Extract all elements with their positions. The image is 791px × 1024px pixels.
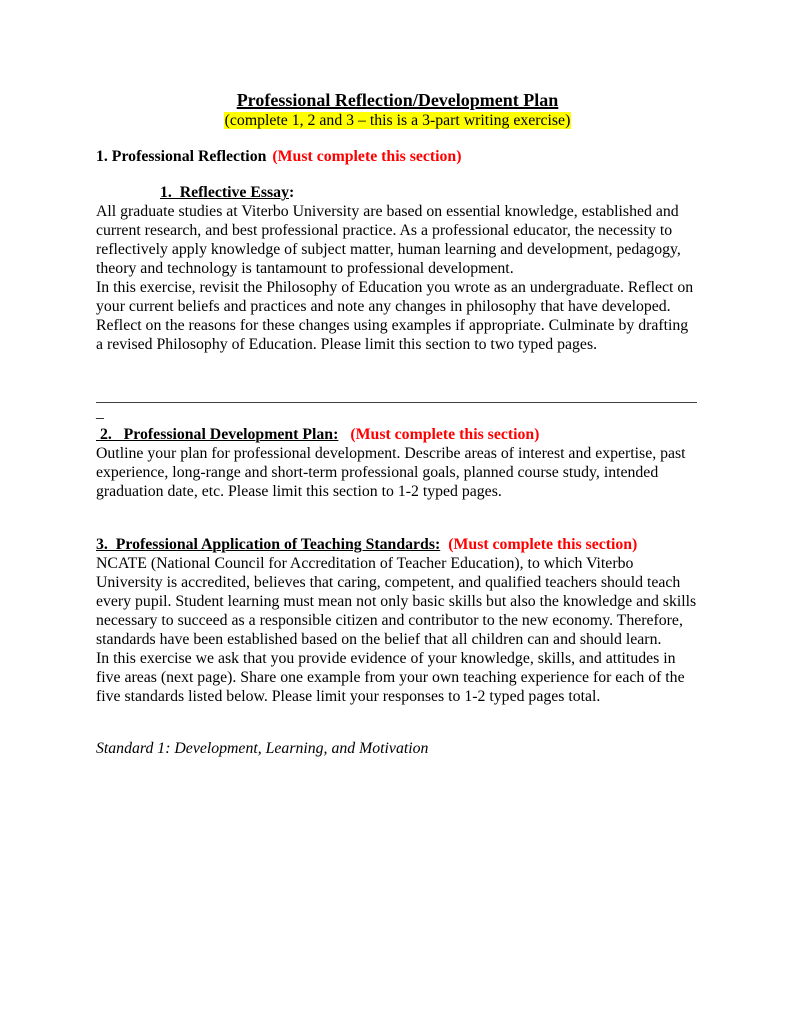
page-title-text: Professional Reflection/Development Plan [236, 90, 559, 110]
page-title [96, 90, 699, 111]
body-paragraph: All graduate studies at Viterbo University are based on essential knowledge, established and current research, and best professional practice. As a professional educator, the necessity to reflectively apply knowledge of subject matter, human learning and development, pedagogy, theory and technology is tantamount to professional development. [96, 203, 681, 277]
body-paragraph: In this exercise, revisit the Philosophy of Education you wrote as an undergraduate. Reflect on your current beliefs and practices and note any changes in philosophy that have developed. Reflect on the reasons for these changes using examples if appropriate. Culminate by drafting a revised Philosophy of Education. Please limit this section to two typed pages. [96, 279, 694, 353]
standard-1-line: Standard 1: Development, Learning, and Motivation [96, 740, 429, 757]
reflective-essay-subheading-text: 1. Reflective Essay [160, 184, 289, 201]
body-paragraph: In this exercise we ask that you provide evidence of your knowledge, skills, and attitudes in five areas (next page). Share one example from your own teaching experience for each of the five standards listed below. Please limit your responses to 1-2 typed pages total. [96, 650, 685, 705]
subtitle [96, 111, 699, 130]
section-1-heading-text: 1. Professional Reflection [96, 148, 267, 165]
section-1-heading [96, 147, 699, 166]
underscore-mark: _ [96, 404, 104, 421]
section-3-must-note: (Must complete this section) [448, 536, 638, 553]
section-2-must-note: (Must complete this section) [350, 426, 540, 443]
section-3-heading-text: 3. Professional Application of Teaching Standards: [96, 536, 441, 553]
section-3-heading [96, 535, 699, 554]
subtitle-highlight: (complete 1, 2 and 3 – this is a 3-part writing exercise) [224, 112, 571, 129]
reflective-essay-subheading-colon: : [288, 184, 295, 201]
reflective-essay-subheading [96, 183, 699, 202]
body-paragraph: Outline your plan for professional development. Describe areas of interest and expertise, past experience, long-range and short-term professional goals, planned course study, intended graduation date, etc. Please limit this section to 1-2 typed pages. [96, 445, 686, 500]
section-1-must-note: (Must complete this section) [272, 148, 462, 165]
section-2-heading-text: 2. Professional Development Plan: [96, 426, 339, 443]
body-paragraph: NCATE (National Council for Accreditation of Teacher Education), to which Viterbo University is accredited, believes that caring, competent, and qualified teachers should teach every pupil. Student learning must mean not only basic skills but also the knowledge and skills necessary to succeed as a responsible citizen and contributor to the new economy. Therefore, standards have been established based on the belief that all children can and should learn. [96, 555, 697, 648]
section-2-heading [96, 425, 699, 444]
